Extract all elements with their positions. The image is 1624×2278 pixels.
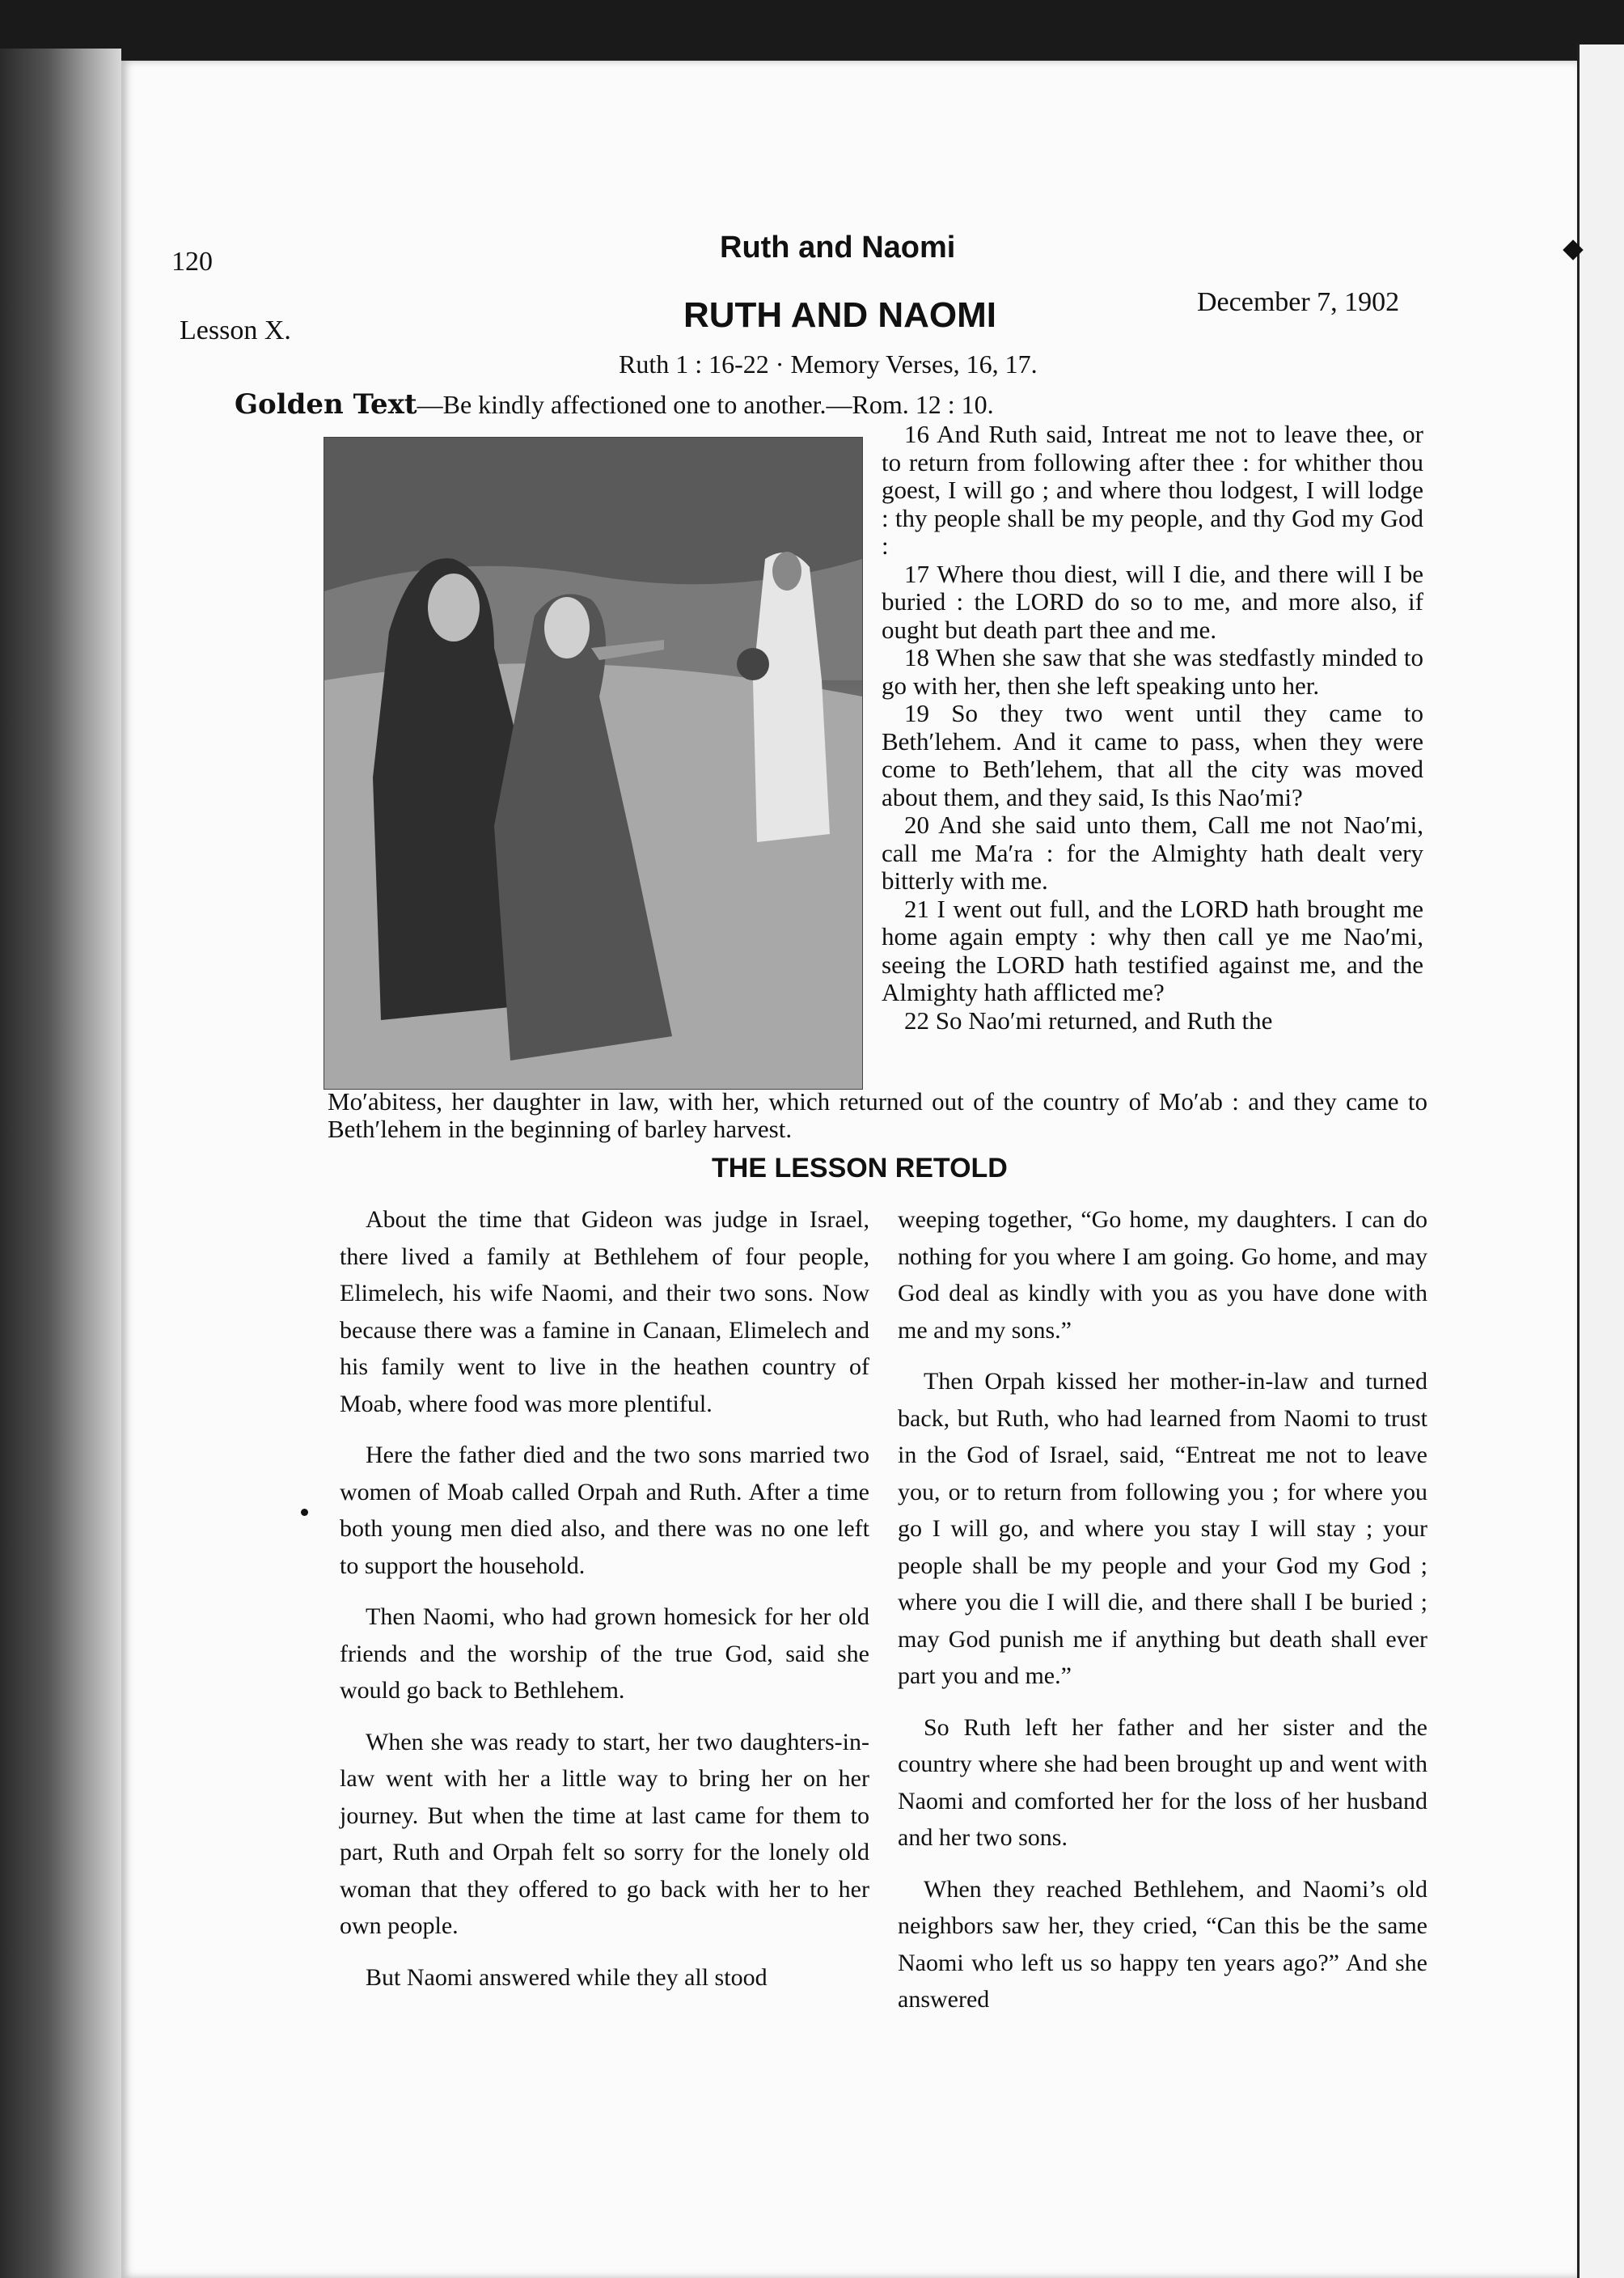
verse-22-continuation (328, 1088, 1427, 1143)
lesson-title: RUTH AND NAOMI (683, 295, 996, 335)
retold-paragraph: When they reached Bethlehem, and Naomi’s old neighbors saw her, they cried, “Can this be the same Naomi who left us so happy ten years ago?” And she answered (898, 1875, 1427, 2013)
verse-continuation-text: Mo′abitess, her daughter in law, with her, which returned out of the country of Mo′ab : and they came to Beth′lehem in the beginning of barley harvest. (328, 1087, 1427, 1143)
verse-19: 19 So they two went until they came to Beth′lehem. And it came to pass, when they were come to Beth′lehem, that all the city was moved about them, and they said, Is this Nao′mi? (882, 699, 1423, 811)
lesson-date: December 7, 1902 (1197, 287, 1400, 317)
verse-22: 22 So Nao′mi returned, and Ruth the (904, 1006, 1273, 1035)
retold-right-column (898, 1201, 1427, 2033)
retold-paragraph: Here the father died and the two sons married two women of Moab called Orpah and Ruth. After a time both young men died also, and there was no one left to support the household. (340, 1442, 869, 1579)
ruth-naomi-illustration (324, 437, 863, 1090)
retold-paragraph: But Naomi answered while they all stood (366, 1963, 768, 1991)
retold-paragraph: Then Naomi, who had grown homesick for her old friends and the worship of the true God, said she would go back to Bethlehem. (340, 1603, 869, 1704)
golden-text (235, 388, 994, 421)
section-heading: THE LESSON RETOLD (712, 1153, 1008, 1183)
spine-mark (1563, 239, 1583, 260)
retold-left-column (340, 1201, 869, 2010)
scripture-reference: Ruth 1 : 16-22 · Memory Verses, 16, 17. (619, 349, 1038, 379)
retold-paragraph: Then Orpah kissed her mother-in-law and turned back, but Ruth, who had learned from Naomi to trust in the God of Israel, said, “Entreat me not to leave you, or to return from following you ; for where you go I will go, and where you stay I will stay ; your people shall be my people and your God my God ; where you die I will die, and there shall I be buried ; may God punish me if anything but death shall ever part you and me.” (898, 1368, 1427, 1689)
golden-text-body: —Be kindly affectioned one to another.—Rom. 12 : 10. (417, 390, 994, 419)
verse-21: 21 I went out full, and the LORD hath brought me home again empty : why then call ye me Nao′mi, seeing the LORD hath testified against me, and the Almighty hath afflicted me? (882, 894, 1423, 1006)
golden-text-label: Golden Text (235, 388, 417, 421)
retold-paragraph: About the time that Gideon was judge in Israel, there lived a family at Bethlehem of four people, Elimelech, his wife Naomi, and their two sons. Now because there was a famine in Canaan, Elimelech and his family went to live in the heathen country of Moab, where food was more plentiful. (340, 1206, 869, 1417)
verse-16: 16 And Ruth said, Intreat me not to leave thee, or to return from following after thee : for whither thou goest, I will go ; and where thou lodgest, I will lodge : thy people shall be my people, and thy God my God : (882, 420, 1423, 560)
scripture-verses (882, 421, 1423, 1035)
illustration-drawing (324, 438, 862, 1089)
retold-paragraph: When she was ready to start, her two daughters-in-law went with her a little way to bring her on her journey. But when the time at last came for them to part, Ruth and Orpah felt so sorry for the lonely old woman that they offered to go back with her to her own people. (340, 1728, 869, 1939)
verse-17: 17 Where thou diest, will I die, and there will I be buried : the LORD do so to me, and more also, if ought but death part thee and me. (882, 559, 1423, 644)
running-head: Ruth and Naomi (720, 231, 956, 265)
lesson-label: Lesson X. (180, 315, 291, 345)
retold-paragraph-continuation: weeping together, “Go home, my daughters. I can do nothing for you where I am going. Go home, and may God deal as kindly with you as you have done with me and my sons.” (898, 1206, 1427, 1344)
retold-paragraph: So Ruth left her father and her sister and the country where she had been brought up and went with Naomi and comforted her for the loss of her husband and her two sons. (898, 1713, 1427, 1851)
margin-dot (301, 1509, 308, 1516)
verse-20: 20 And she said unto them, Call me not Nao′mi, call me Ma′ra : for the Almighty hath dealt very bitterly with me. (882, 811, 1423, 895)
page-number: 120 (171, 247, 213, 277)
verse-18: 18 When she saw that she was stedfastly minded to go with her, then she left speaking unto her. (882, 643, 1423, 700)
